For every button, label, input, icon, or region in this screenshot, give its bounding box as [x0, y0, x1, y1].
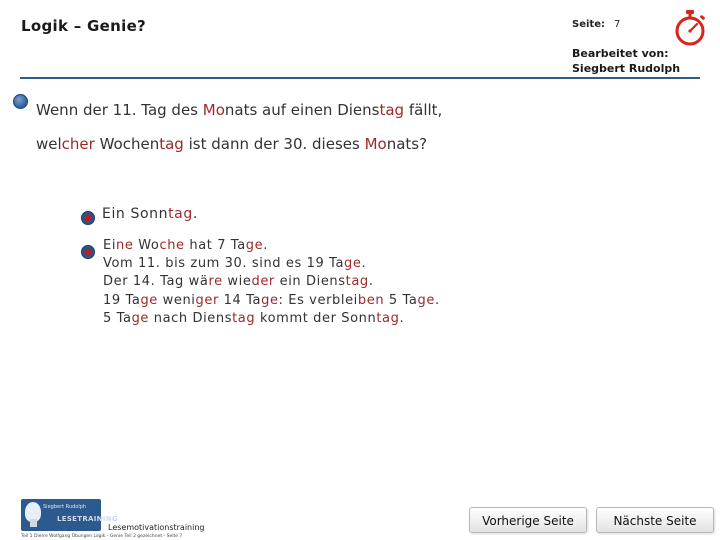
footer-title: Lesemotivationstraining	[108, 523, 205, 532]
text-segment: wel	[36, 135, 62, 153]
text-segment: hat 7 Ta	[184, 238, 246, 253]
text-segment: Ein Sonn	[102, 206, 169, 222]
highlighted-syllable: ge	[261, 292, 279, 308]
text-segment: .	[263, 238, 268, 253]
publisher-logo	[21, 499, 118, 531]
red-dot-bullet-icon	[81, 245, 95, 259]
text-segment: Vom 11. bis zum 30. sind es 19 Ta	[103, 256, 345, 272]
highlighted-syllable: tag	[376, 310, 400, 326]
stopwatch-icon	[673, 10, 707, 46]
highlighted-syllable: ge	[417, 292, 435, 308]
text-segment: Wochen	[94, 135, 160, 153]
text-segment: .	[434, 292, 440, 308]
text-segment: kommt der Sonn	[255, 310, 377, 326]
text-segment: Der 14. Tag wä	[103, 274, 209, 290]
text-segment: nach Diens	[149, 310, 233, 326]
text-segment: 19 Ta	[103, 292, 141, 308]
highlighted-syllable: tag	[232, 310, 256, 326]
text-segment: .	[361, 256, 367, 272]
text-segment: Wenn der 11. Tag des	[36, 101, 203, 119]
text-segment: Wo	[133, 238, 160, 253]
highlighted-syllable: ge	[131, 310, 150, 326]
highlighted-syllable: ge	[344, 256, 362, 272]
highlighted-syllable: ger	[195, 292, 219, 308]
page-number: 7	[614, 19, 621, 30]
highlighted-syllable: tag	[379, 101, 405, 119]
text-segment: Ei	[103, 238, 117, 253]
editor-credit	[572, 46, 680, 76]
text-segment: nats?	[386, 135, 428, 153]
blue-dot-bullet-icon	[13, 94, 28, 109]
answer-short	[102, 206, 198, 222]
highlighted-syllable: ge	[140, 292, 158, 308]
question-line-1	[36, 93, 442, 127]
text-segment: nats auf einen Diens	[224, 101, 380, 119]
question-line-2	[36, 127, 442, 161]
red-dot-bullet-icon	[81, 211, 95, 225]
page-title: Logik – Genie?	[21, 17, 147, 35]
explanation-line	[103, 292, 440, 310]
question-text	[36, 93, 442, 161]
answer-explanation	[103, 237, 440, 328]
highlighted-syllable: tag	[345, 274, 369, 290]
highlighted-syllable: cher	[61, 135, 95, 153]
text-segment: 5 Ta	[103, 310, 132, 326]
highlighted-syllable: Mo	[202, 101, 225, 119]
text-segment: 14 Ta	[218, 292, 262, 308]
highlighted-syllable: ne	[116, 238, 134, 253]
page-label: Seite:	[572, 19, 605, 30]
text-segment: : Es verblei	[278, 292, 358, 308]
text-segment: .	[368, 274, 374, 290]
text-segment: wie	[222, 274, 252, 290]
footer-file-path: Teil 1 Dierre Wolfgang Übungen Logik - Genie Teil 2 gezeichnet - Seite 7	[21, 534, 183, 539]
header-divider	[20, 77, 700, 79]
next-page-button[interactable]: Nächste Seite	[596, 507, 714, 533]
text-segment: .	[399, 310, 405, 326]
highlighted-syllable: ben	[357, 292, 385, 308]
highlighted-syllable: Mo	[364, 135, 387, 153]
explanation-line	[103, 310, 440, 328]
highlighted-syllable: che	[159, 238, 185, 253]
text-segment: fällt,	[404, 101, 443, 119]
text-segment: ist dann der 30. dieses	[183, 135, 365, 153]
editor-name: Siegbert Rudolph	[572, 62, 681, 75]
highlighted-syllable: tag	[168, 206, 193, 222]
highlighted-syllable: re	[208, 274, 223, 290]
text-segment: 5 Ta	[384, 292, 418, 308]
highlighted-syllable: tag	[159, 135, 184, 153]
explanation-line	[103, 237, 440, 255]
text-segment: weni	[157, 292, 196, 308]
logo-text-top: Siegbert Rudolph	[43, 504, 87, 510]
previous-page-button[interactable]: Vorherige Seite	[469, 507, 587, 533]
editor-label: Bearbeitet von:	[572, 47, 669, 60]
lightbulb-base-icon	[30, 519, 37, 527]
highlighted-syllable: der	[251, 274, 275, 290]
explanation-line	[103, 255, 440, 273]
explanation-line	[103, 273, 440, 291]
logo-text-main: LESETRAINING	[57, 515, 118, 523]
text-segment: .	[192, 206, 198, 222]
highlighted-syllable: ge	[245, 238, 264, 253]
text-segment: ein Diens	[274, 274, 346, 290]
